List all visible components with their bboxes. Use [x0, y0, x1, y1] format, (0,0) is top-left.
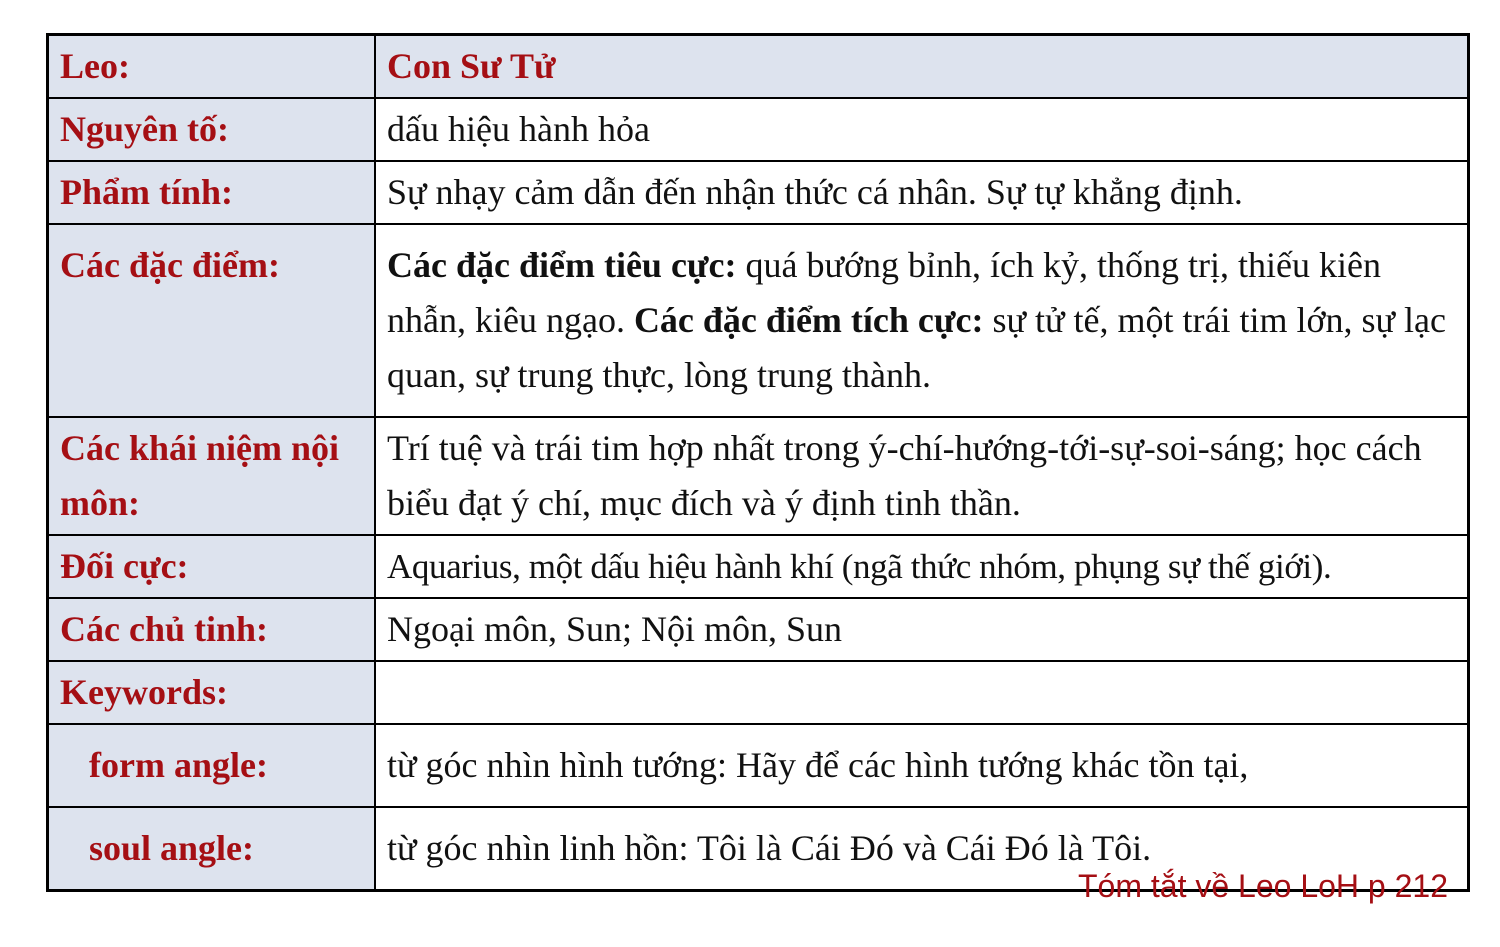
- row-label: form angle:: [48, 724, 376, 807]
- row-value: Aquarius, một dấu hiệu hành khí (ngã thức nhóm, phụng sự thế giới).: [375, 535, 1469, 598]
- row-label: Các chủ tinh:: [48, 598, 376, 661]
- table-row-rulers: [48, 598, 1469, 661]
- leo-summary-table: [46, 33, 1470, 892]
- row-label: Phẩm tính:: [48, 161, 376, 224]
- row-label: Nguyên tố:: [48, 98, 376, 161]
- table-row-polarity: [48, 535, 1469, 598]
- row-value: Ngoại môn, Sun; Nội môn, Sun: [375, 598, 1469, 661]
- row-value: Trí tuệ và trái tim hợp nhất trong ý-chí-hướng-tới-sự-soi-sáng; học cách biểu đạt ý chí, mục đích và ý định tinh thần.: [375, 417, 1469, 535]
- row-label: soul angle:: [48, 807, 376, 891]
- table-row-esoteric-concepts: [48, 417, 1469, 535]
- row-value: dấu hiệu hành hỏa: [375, 98, 1469, 161]
- row-value: từ góc nhìn hình tướng: Hãy để các hình tướng khác tồn tại,: [375, 724, 1469, 807]
- positive-traits-text: sự tử tế, một trái tim lớn, sự lạc quan, sự trung thực, lòng trung thành.: [387, 300, 1446, 395]
- row-label: Đối cực:: [48, 535, 376, 598]
- table-row-element: [48, 98, 1469, 161]
- row-value: Con Sư Tử: [375, 35, 1469, 99]
- row-label: Các khái niệm nội môn:: [48, 417, 376, 535]
- row-label: Keywords:: [48, 661, 376, 724]
- row-value: Sự nhạy cảm dẫn đến nhận thức cá nhân. Sự tự khẳng định.: [375, 161, 1469, 224]
- table-row-traits: [48, 224, 1469, 417]
- row-label: Các đặc điểm:: [48, 224, 376, 417]
- row-value-traits: [375, 224, 1469, 417]
- positive-traits-heading: Các đặc điểm tích cực:: [633, 300, 984, 340]
- source-caption: Tóm tắt về Leo LoH p 212: [1078, 868, 1448, 904]
- negative-traits-text: quá bướng bỉnh, ích kỷ, thống trị, thiếu kiên nhẫn, kiêu ngạo.: [387, 245, 1381, 340]
- row-value: [375, 661, 1469, 724]
- table-row-form-angle: [48, 724, 1469, 807]
- table-row-quality: [48, 161, 1469, 224]
- row-value: từ góc nhìn linh hồn: Tôi là Cái Đó và Cái Đó là Tôi.: [375, 807, 1469, 891]
- negative-traits-heading: Các đặc điểm tiêu cực:: [387, 245, 737, 285]
- table-row-leo: [48, 35, 1469, 99]
- row-label: Leo:: [48, 35, 376, 99]
- table-row-keywords: [48, 661, 1469, 724]
